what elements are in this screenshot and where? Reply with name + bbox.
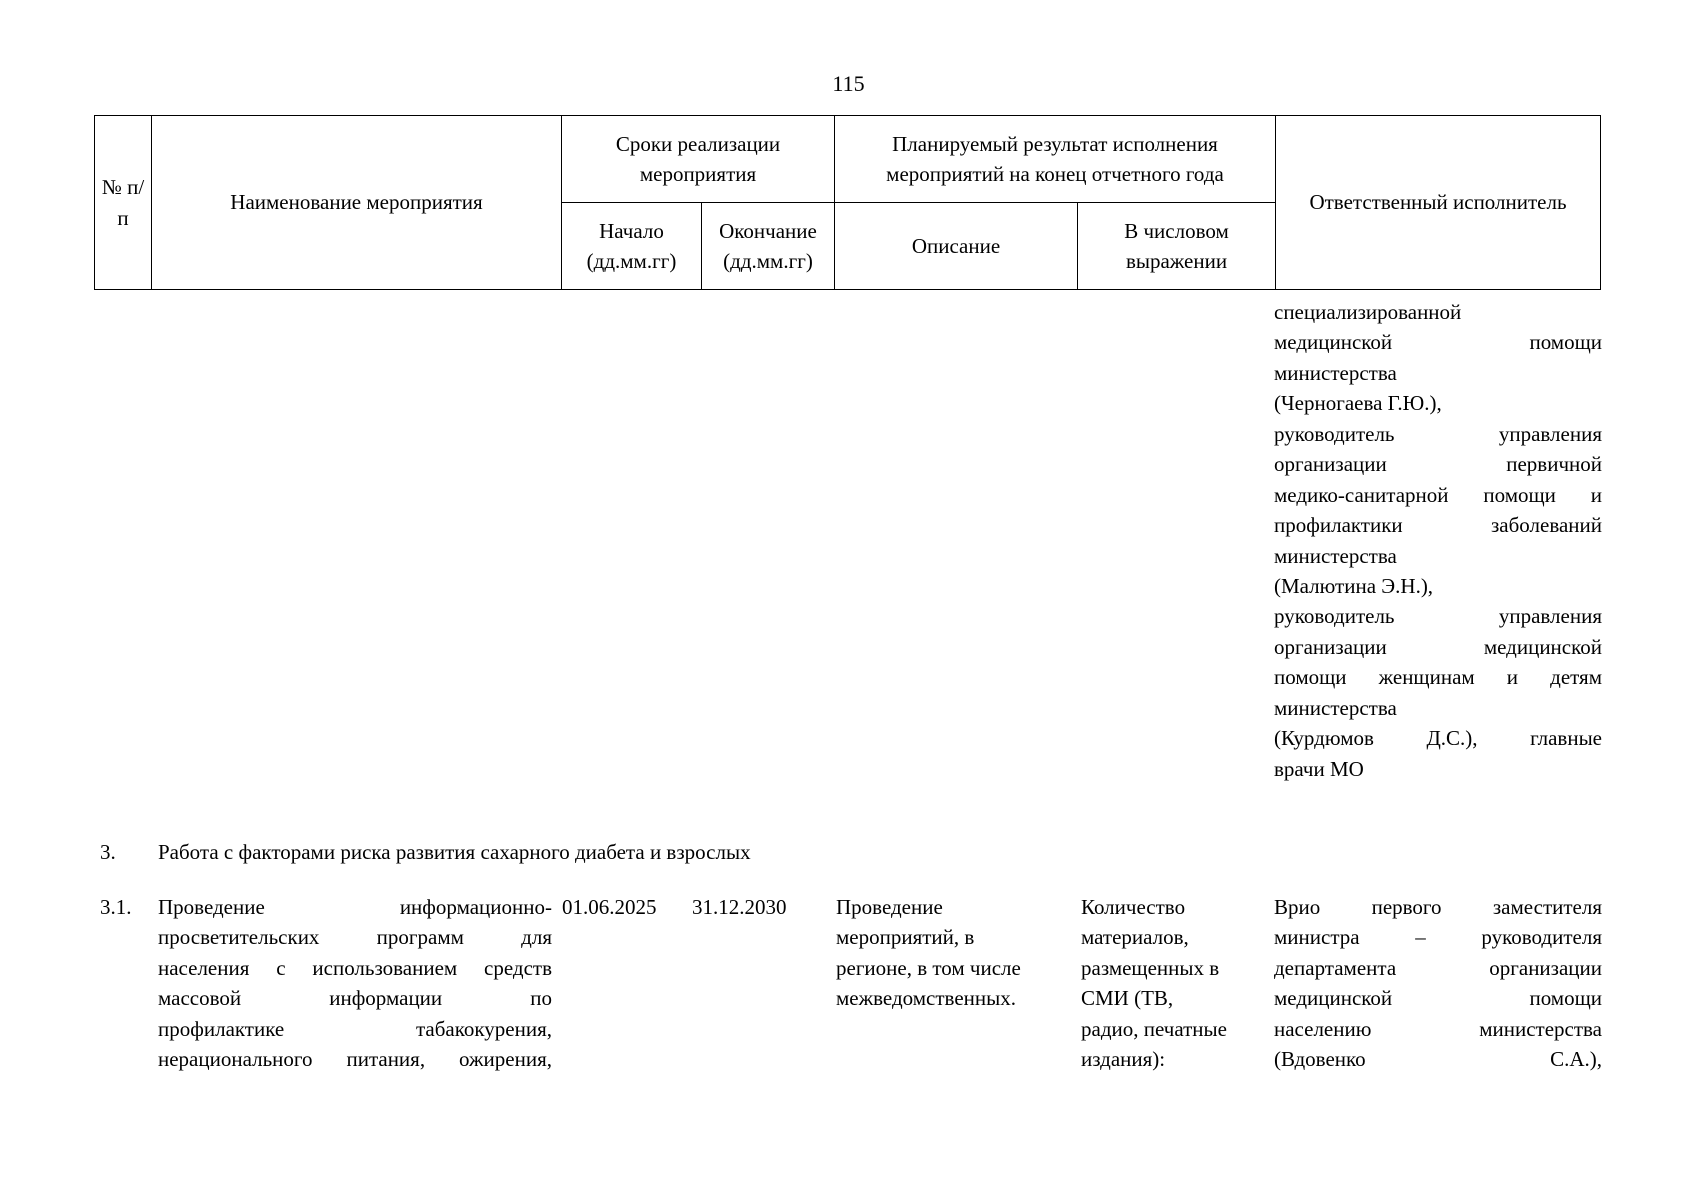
text-line: размещенных в	[1081, 955, 1220, 980]
row-end-date: 31.12.2030	[692, 895, 787, 919]
row-responsible	[1274, 892, 1602, 1075]
text-line: организации медицинской	[1274, 634, 1602, 659]
header-numeric: В числовом выражении	[1078, 203, 1276, 290]
header-name: Наименование мероприятия	[152, 116, 562, 290]
row-description	[836, 892, 1056, 1014]
text-line: организации первичной	[1274, 452, 1602, 477]
text-line: медико-санитарной помощи и	[1274, 482, 1602, 507]
text-line: министерства	[1274, 543, 1397, 568]
row-numeric	[1081, 892, 1266, 1075]
text-line: врачи МО	[1274, 756, 1364, 781]
text-line: (Вдовенко С.А.),	[1274, 1047, 1602, 1072]
text-line: руководитель управления	[1274, 421, 1602, 446]
text-line: межведомственных.	[836, 986, 1016, 1011]
text-line: материалов,	[1081, 925, 1189, 950]
text-line: массовой информации по	[158, 986, 552, 1011]
text-line: Проведение	[836, 895, 943, 919]
text-line: помощи женщинам и детям	[1274, 665, 1602, 690]
header-result: Планируемый результат исполнения мероприятий на конец отчетного года	[835, 116, 1276, 203]
text-line: руководитель управления	[1274, 604, 1602, 629]
text-line: специализированной	[1274, 300, 1462, 324]
text-line: регионе, в том числе	[836, 955, 1021, 980]
text-line: министра – руководителя	[1274, 925, 1602, 950]
row-start-date: 01.06.2025	[562, 895, 657, 919]
text-line: СМИ (ТВ,	[1081, 986, 1174, 1011]
page-number: 115	[832, 71, 865, 96]
text-line: населения с использованием средств	[158, 955, 552, 980]
text-line: нерационального питания, ожирения,	[158, 1047, 552, 1072]
text-line: профилактике табакокурения,	[158, 1016, 552, 1041]
text-line: (Курдюмов Д.С.), главные	[1274, 726, 1602, 751]
text-line: радио, печатные	[1081, 1016, 1227, 1041]
text-line: мероприятий, в	[836, 925, 975, 950]
header-dates: Сроки реализации мероприятия	[562, 116, 835, 203]
text-line: министерства	[1274, 695, 1397, 720]
text-line: населению министерства	[1274, 1016, 1602, 1041]
text-line: Врио первого заместителя	[1274, 895, 1602, 919]
header-number: № п/п	[95, 116, 152, 290]
text-line: министерства	[1274, 360, 1397, 385]
text-line: (Малютина Э.Н.),	[1274, 573, 1434, 598]
header-description: Описание	[835, 203, 1078, 290]
text-line: медицинской помощи	[1274, 986, 1602, 1011]
header-start: Начало (дд.мм.гг)	[562, 203, 702, 290]
text-line: медицинской помощи	[1274, 330, 1602, 355]
header-end: Окончание (дд.мм.гг)	[702, 203, 835, 290]
continuation-responsible	[1274, 297, 1602, 784]
text-line: просветительских программ для	[158, 925, 552, 950]
section-title: Работа с факторами риска развития сахарного диабета и взрослых	[158, 840, 751, 864]
row-name	[158, 892, 552, 1075]
table-header	[94, 115, 1601, 290]
text-line: профилактики заболеваний	[1274, 513, 1602, 538]
text-line: (Черногаева Г.Ю.),	[1274, 391, 1442, 416]
header-responsible: Ответственный исполнитель	[1276, 116, 1601, 290]
row-number: 3.1.	[100, 895, 132, 919]
section-number: 3.	[100, 840, 116, 864]
text-line: Проведение информационно-	[158, 895, 552, 919]
text-line: Количество	[1081, 895, 1186, 919]
text-line: издания):	[1081, 1047, 1166, 1072]
text-line: департамента организации	[1274, 955, 1602, 980]
